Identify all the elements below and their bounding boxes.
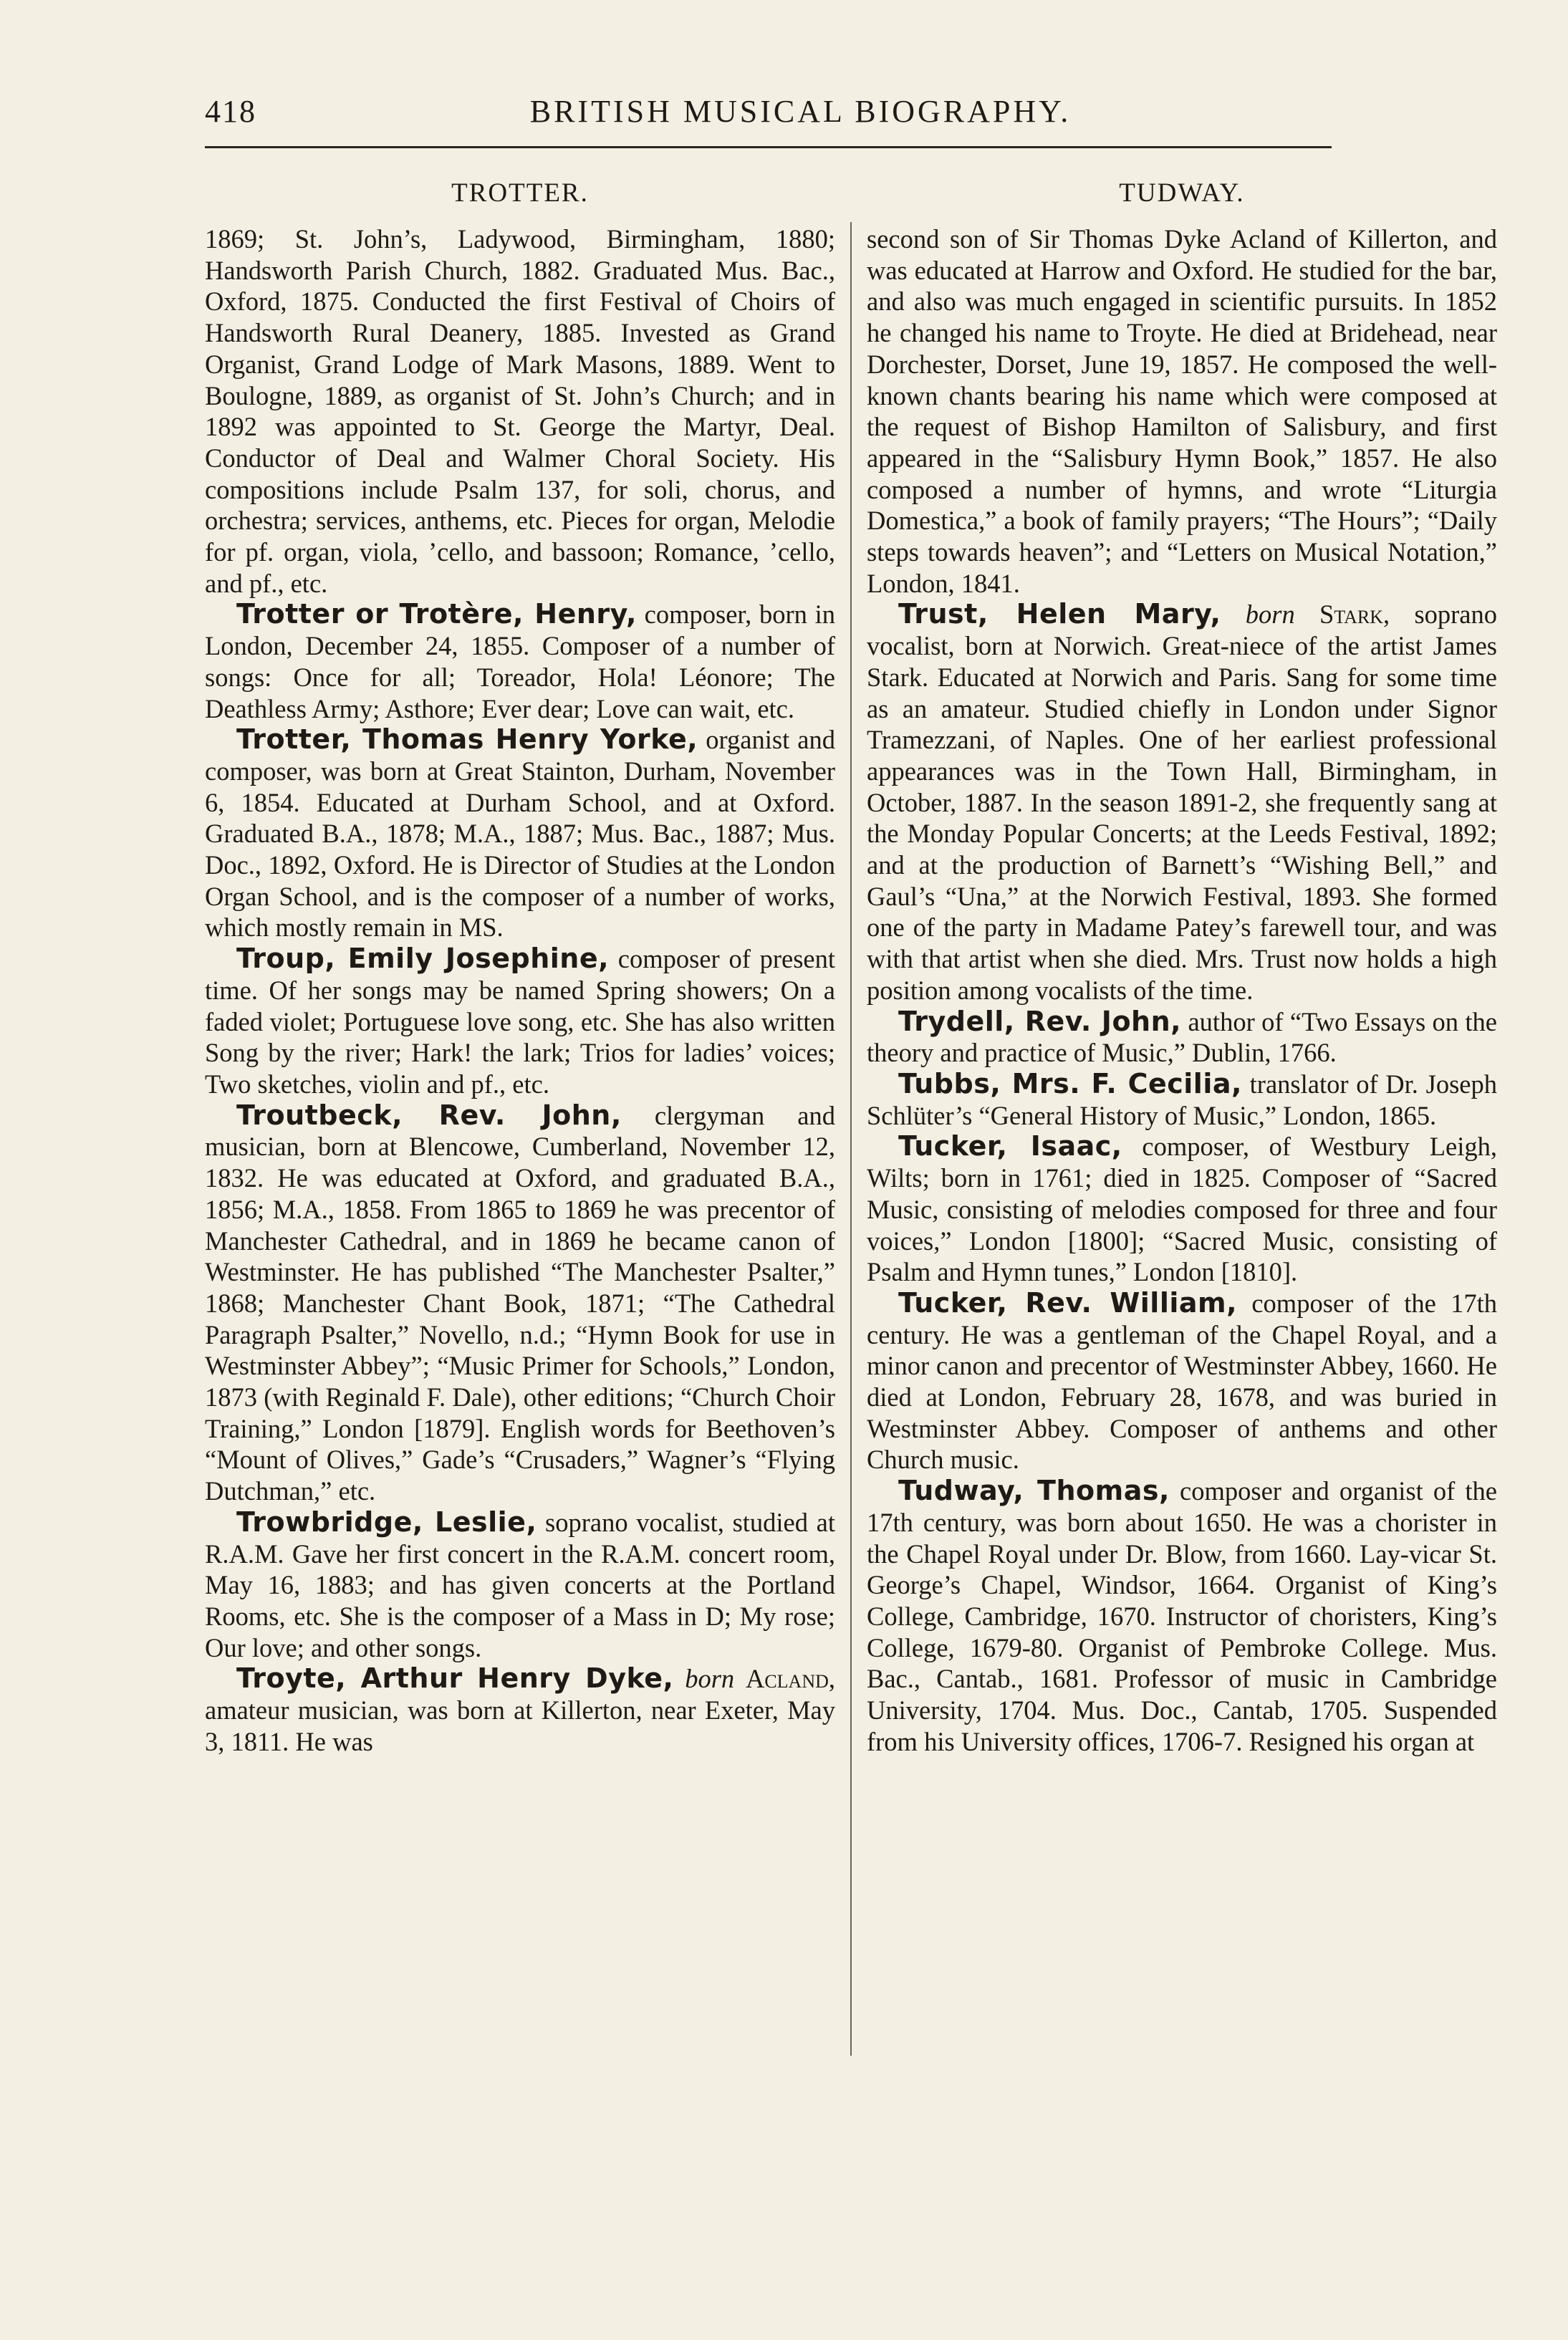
- entry-troutbeck: [205, 1100, 835, 1507]
- born-label: born: [1245, 600, 1295, 630]
- left-column: [205, 178, 835, 1757]
- running-head: [205, 93, 1332, 130]
- header-rule: [205, 146, 1332, 148]
- entry-headword: Troutbeck, Rev. John,: [236, 1099, 622, 1131]
- entry-headword: Troup, Emily Josephine,: [236, 943, 610, 975]
- entry-continuation: second son of Sir Thomas Dyke Acland of Killerton, and was educated at Harrow and Oxford. He studied for the bar, and also was much engaged in scientific pursuits. In 1852 he changed his name to Troyte. He died at Bridehead, near Dorchester, Dorset, June 19, 1857. He composed the well-known chants bearing his name which were composed at the request of Bishop Hamilton of Salisbury, and first appeared in the “Salisbury Hymn Book,” 1857. He also composed a number of hymns, and wrote “Liturgia Domestica,” a book of family prayers; “The Hours”; “Daily steps towards heaven”; and “Letters on Musical Notation,” London, 1841.: [867, 224, 1497, 598]
- entry-troyte: [205, 1663, 835, 1757]
- entry-headword: Troyte, Arthur Henry Dyke,: [236, 1662, 674, 1695]
- entry-text: composer of the 17th century. He was a gentleman of the Chapel Royal, and a minor canon and precentor of Westminster Abbey, 1660. He died at London, February 28, 1678, and was buried in Westminster Abbey. Composer of anthems and other Church music.: [867, 1288, 1497, 1475]
- entry-text: soprano vocalist, born at Norwich. Great-niece of the artist James Stark. Educated at Norwich and Paris. Sang for some time as an amateur. Studied chiefly in London under Signor Tramezzani, of Naples. One of her earliest professional appearances was in the Town Hall, Birmingham, in October, 1887. In the season 1891-2, she frequently sang at the Monday Popular Concerts; at the Leeds Festival, 1892; and at the production of Barnett’s “Wishing Bell,” and Gaul’s “Una,” at the Norwich Festival, 1893. She formed one of the party in Madame Patey’s farewell tour, and was with that artist when she died. Mrs. Trust now holds a high position among vocalists of the time.: [867, 600, 1497, 1005]
- entry-trotter-henry: [205, 599, 835, 724]
- entry-text: composer, of Westbury Leigh, Wilts; born in 1761; died in 1825. Composer of “Sacred Music, consisting of melodies composed for three and four voices,” London [1800]; “Sacred Music, consisting of Psalm and Hymn tunes,” London [1810].: [867, 1132, 1497, 1287]
- entry-troup: [205, 943, 835, 1100]
- entry-headword: Tudway, Thomas,: [898, 1475, 1170, 1507]
- entry-text: soprano vocalist, studied at R.A.M. Gave her first concert in the R.A.M. concert room, May 16, 1883; and has given concerts at the Portland Rooms, etc. She is the composer of a Mass in D; My rose; Our love; and other songs.: [205, 1507, 835, 1662]
- entry-trust: [867, 599, 1497, 1006]
- entry-text: organist and composer, was born at Great Stainton, Durham, November 6, 1854. Educated at Durham School, and at Oxford. Graduated B.A., 1878; M.A., 1887; Mus. Bac., 1887; Mus. Doc., 1892, Oxford. He is Director of Studies at the London Organ School, and is the composer of a number of works, which mostly remain in MS.: [205, 725, 835, 943]
- born-name: Stark,: [1319, 600, 1390, 630]
- entry-tucker-william: [867, 1288, 1497, 1475]
- entry-headword: Trotter or Trotère, Henry,: [236, 598, 637, 630]
- entry-headword: Trydell, Rev. John,: [898, 1005, 1182, 1037]
- entry-headword: Tucker, Rev. William,: [898, 1286, 1238, 1319]
- born-label: born: [685, 1664, 735, 1694]
- entry-text: composer, born in London, December 24, 1855. Composer of a number of songs: Once for all; Toreador, Hola! Léonore; The Deathless Army; Asthore; Ever dear; Love can wait, etc.: [205, 600, 835, 723]
- entry-text: translator of Dr. Joseph Schlüter’s “General History of Music,” London, 1865.: [867, 1069, 1498, 1130]
- entry-headword: Trust, Helen Mary,: [898, 598, 1221, 630]
- entry-headword: Trotter, Thomas Henry Yorke,: [236, 723, 698, 756]
- entry-trowbridge: [205, 1507, 835, 1664]
- entry-text: composer and organist of the 17th century, was born about 1650. He was a chorister in the Chapel Royal under Dr. Blow, from 1660. Lay-vicar St. George’s Chapel, Windsor, 1664. Organist of King’s College, Cambridge, 1670. Instructor of choristers, King’s College, 1679-80. Organist of Pembroke College. Mus. Bac., Cantab., 1681. Professor of music in Cambridge University, 1704. Mus. Doc., Cantab, 1705. Suspended from his University offices, 1706-7. Resigned his organ at: [867, 1476, 1497, 1756]
- left-column-heading: TROTTER.: [451, 178, 589, 208]
- entry-tubbs: [867, 1069, 1497, 1131]
- entry-continuation: 1869; St. John’s, Ladywood, Birmingham, 1880; Handsworth Parish Church, 1882. Graduated Mus. Bac., Oxford, 1875. Conducted the first Festival of Choirs of Handsworth Rural Deanery, 1885. Invested as Grand Organist, Grand Lodge of Mark Masons, 1889. Went to Boulogne, 1889, as organist of St. John’s Church; and in 1892 was appointed to St. George the Martyr, Deal. Conductor of Deal and Walmer Choral Society. His compositions include Psalm 137, for soli, chorus, and orchestra; services, anthems, etc. Pieces for organ, Melodie for pf. organ, viola, ’cello, and bassoon; Romance, ’cello, and pf., etc.: [205, 224, 835, 598]
- entry-headword: Tubbs, Mrs. F. Cecilia,: [898, 1067, 1242, 1099]
- column-divider: [850, 222, 852, 2056]
- page-number: 418: [205, 94, 256, 129]
- right-column: [867, 178, 1497, 1757]
- entry-text: author of “Two Essays on the theory and practice of Music,” Dublin, 1766.: [867, 1006, 1497, 1068]
- entry-trydell: [867, 1006, 1497, 1069]
- entry-trotter-thomas: [205, 724, 835, 943]
- entry-tucker-isaac: [867, 1131, 1497, 1288]
- right-column-heading: TUDWAY.: [1119, 178, 1245, 208]
- entry-headword: Tucker, Isaac,: [898, 1130, 1122, 1162]
- entry-text: clergyman and musician, born at Blencowe, Cumberland, November 12, 1832. He was educated at Oxford, and graduated B.A., 1856; M.A., 1858. From 1865 to 1869 he was precentor of Manchester Cathedral, and in 1869 he became canon of Westminster. He has published “The Manchester Psalter,” 1868; Manchester Chant Book, 1871; “The Cathedral Paragraph Psalter,” Novello, n.d.; “Hymn Book for use in Westminster Abbey”; “Music Primer for Schools,” London, 1873 (with Reginald F. Dale), other editions; “Church Choir Training,” London [1879]. English words for Beethoven’s “Mount of Olives,” Gade’s “Crusaders,” Wagner’s “Flying Dutchman,” etc.: [205, 1100, 835, 1506]
- entry-tudway: [867, 1475, 1497, 1757]
- entry-text: amateur musician, was born at Killerton, near Exeter, May 3, 1811. He was: [205, 1695, 835, 1756]
- born-name: Acland,: [745, 1664, 836, 1694]
- entry-headword: Trowbridge, Leslie,: [236, 1506, 537, 1538]
- entry-text: composer of present time. Of her songs may be named Spring showers; On a faded violet; Portuguese love song, etc. She has also written Song by the river; Hark! the lark; Trios for ladies’ voices; Two sketches, violin and pf., etc.: [205, 944, 835, 1099]
- running-title: BRITISH MUSICAL BIOGRAPHY.: [529, 94, 1072, 129]
